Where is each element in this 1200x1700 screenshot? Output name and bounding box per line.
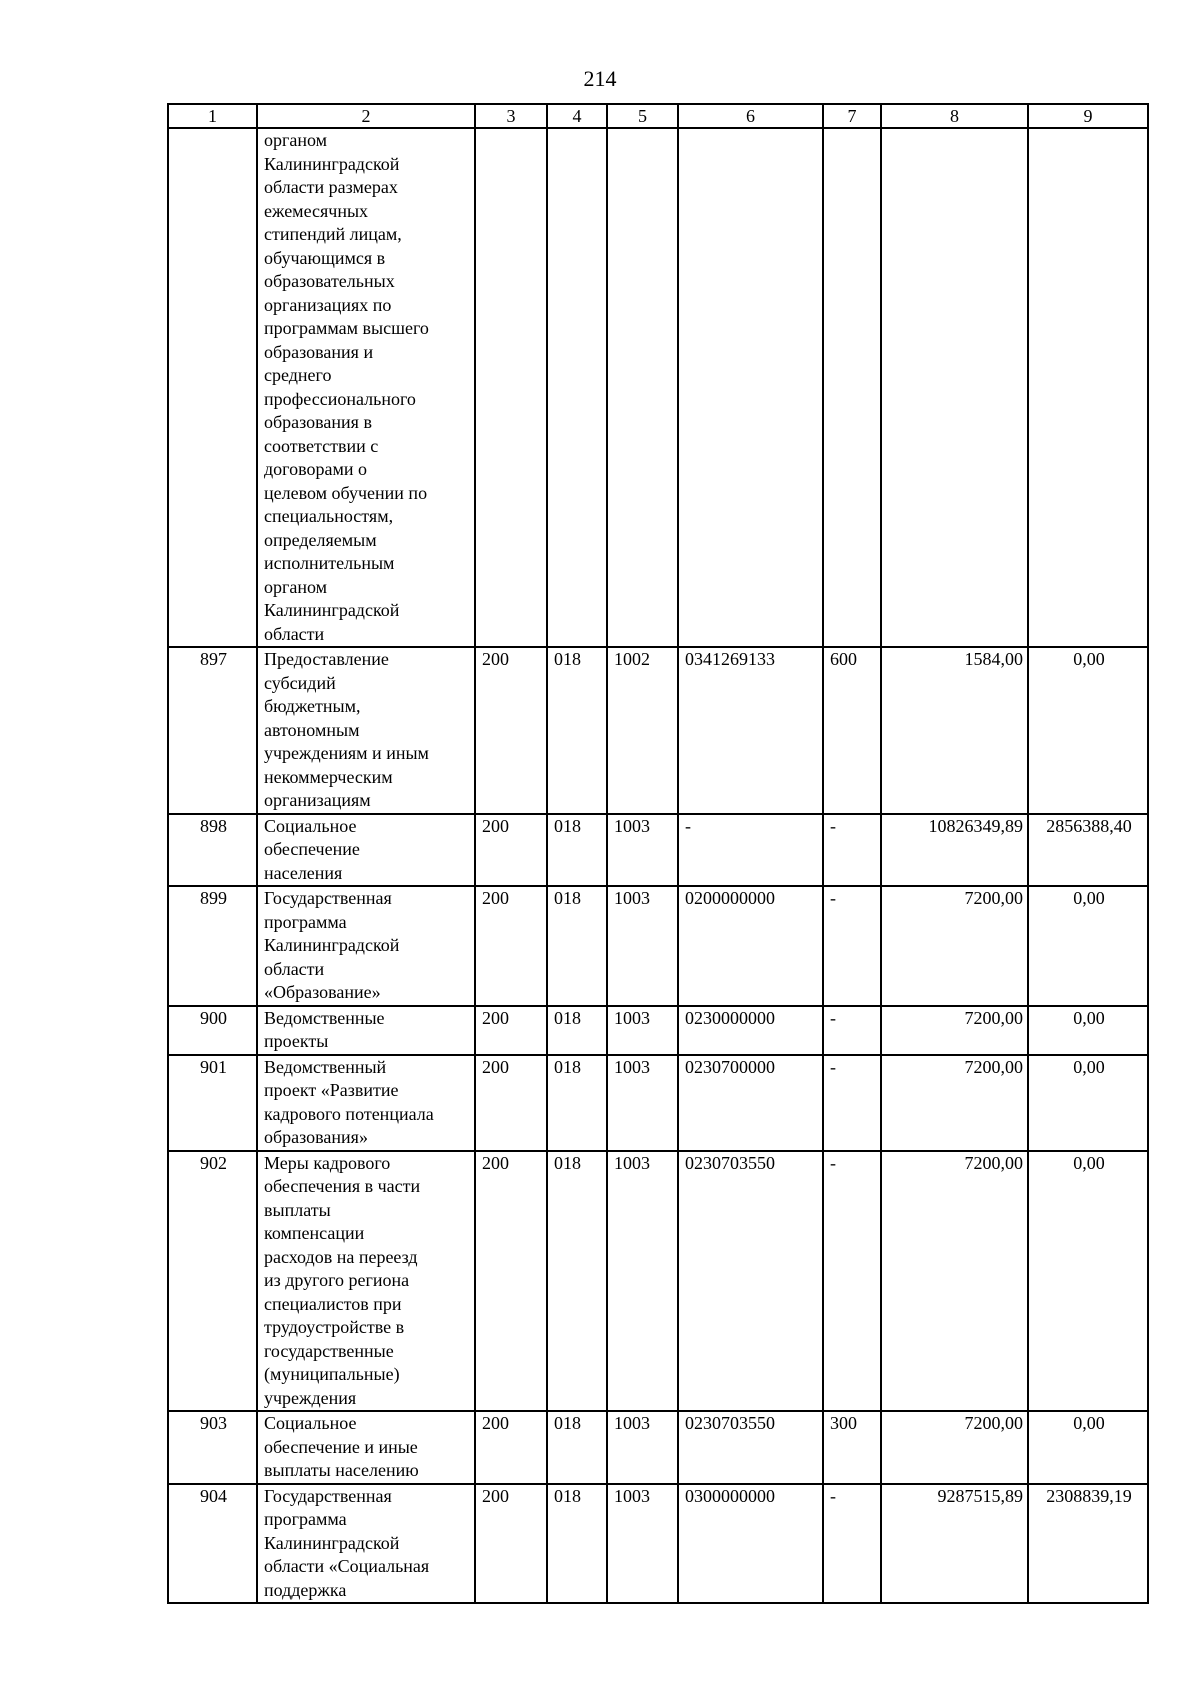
col8-value: 1584,00 <box>881 647 1028 814</box>
col8-value: 9287515,89 <box>881 1484 1028 1604</box>
column-header: 6 <box>678 104 823 128</box>
col4-value: 018 <box>547 886 607 1006</box>
col7-value: - <box>823 886 881 1006</box>
row-number: 903 <box>168 1411 257 1484</box>
col9-value: 2856388,40 <box>1028 814 1148 887</box>
table-row <box>168 1151 1148 1412</box>
col5-value: 1003 <box>607 886 678 1006</box>
col6-value: 0230703550 <box>678 1151 823 1412</box>
column-header: 1 <box>168 104 257 128</box>
row-name: Социальное обеспечение населения <box>257 814 475 887</box>
row-name: Государственная программа Калининградской области «Образование» <box>257 886 475 1006</box>
col9-value: 0,00 <box>1028 1151 1148 1412</box>
row-number: 901 <box>168 1055 257 1151</box>
col4-value: 018 <box>547 647 607 814</box>
header-row <box>168 104 1148 128</box>
row-name: Ведомственный проект «Развитие кадрового потенциала образования» <box>257 1055 475 1151</box>
col8-value: 7200,00 <box>881 1411 1028 1484</box>
col9-value: 0,00 <box>1028 647 1148 814</box>
col6-value <box>678 128 823 647</box>
col4-value <box>547 128 607 647</box>
col7-value: - <box>823 1151 881 1412</box>
row-number: 904 <box>168 1484 257 1604</box>
col3-value: 200 <box>475 886 547 1006</box>
row-number: 899 <box>168 886 257 1006</box>
col6-value: 0300000000 <box>678 1484 823 1604</box>
col5-value: 1003 <box>607 814 678 887</box>
col3-value: 200 <box>475 814 547 887</box>
col5-value: 1003 <box>607 1006 678 1055</box>
column-header: 5 <box>607 104 678 128</box>
row-number: 897 <box>168 647 257 814</box>
table-row <box>168 647 1148 814</box>
row-number: 902 <box>168 1151 257 1412</box>
col3-value: 200 <box>475 1055 547 1151</box>
table-row <box>168 1484 1148 1604</box>
table-row <box>168 1411 1148 1484</box>
row-name: Социальное обеспечение и иные выплаты населению <box>257 1411 475 1484</box>
row-name: Государственная программа Калининградской области «Социальная поддержка <box>257 1484 475 1604</box>
col8-value: 10826349,89 <box>881 814 1028 887</box>
col9-value: 0,00 <box>1028 1411 1148 1484</box>
col9-value: 0,00 <box>1028 1055 1148 1151</box>
col3-value <box>475 128 547 647</box>
column-header: 3 <box>475 104 547 128</box>
col8-value: 7200,00 <box>881 1006 1028 1055</box>
col3-value: 200 <box>475 1411 547 1484</box>
col9-value: 0,00 <box>1028 886 1148 1006</box>
row-name: органом Калининградской области размерах ежемесячных стипендий лицам, обучающимся в образовательных организациях по программам высшего образования и среднего профессионального образования в соответствии с договорами о целевом обучении по специальностям, определяемым исполнительным органом Калининградской области <box>257 128 475 647</box>
col6-value: 0341269133 <box>678 647 823 814</box>
col7-value <box>823 128 881 647</box>
col8-value: 7200,00 <box>881 1151 1028 1412</box>
col3-value: 200 <box>475 1484 547 1604</box>
row-name: Ведомственные проекты <box>257 1006 475 1055</box>
col9-value: 2308839,19 <box>1028 1484 1148 1604</box>
col6-value: - <box>678 814 823 887</box>
col4-value: 018 <box>547 1151 607 1412</box>
col7-value: - <box>823 1055 881 1151</box>
table-row <box>168 1055 1148 1151</box>
col5-value <box>607 128 678 647</box>
col7-value: - <box>823 814 881 887</box>
col4-value: 018 <box>547 1484 607 1604</box>
page-number: 214 <box>583 66 617 91</box>
col7-value: - <box>823 1006 881 1055</box>
row-name: Предоставление субсидий бюджетным, автономным учреждениям и иным некоммерческим организациям <box>257 647 475 814</box>
col9-value: 0,00 <box>1028 1006 1148 1055</box>
column-header: 9 <box>1028 104 1148 128</box>
column-header: 7 <box>823 104 881 128</box>
table-row <box>168 814 1148 887</box>
col4-value: 018 <box>547 1411 607 1484</box>
row-number: 900 <box>168 1006 257 1055</box>
col5-value: 1003 <box>607 1484 678 1604</box>
col3-value: 200 <box>475 1151 547 1412</box>
col7-value: - <box>823 1484 881 1604</box>
table-row <box>168 1006 1148 1055</box>
col6-value: 0230703550 <box>678 1411 823 1484</box>
column-header: 8 <box>881 104 1028 128</box>
col5-value: 1003 <box>607 1411 678 1484</box>
col5-value: 1002 <box>607 647 678 814</box>
row-number <box>168 128 257 647</box>
col3-value: 200 <box>475 1006 547 1055</box>
col8-value: 7200,00 <box>881 886 1028 1006</box>
row-name: Меры кадрового обеспечения в части выплаты компенсации расходов на переезд из другого региона специалистов при трудоустройстве в государственные (муниципальные) учреждения <box>257 1151 475 1412</box>
col4-value: 018 <box>547 1006 607 1055</box>
col5-value: 1003 <box>607 1055 678 1151</box>
col4-value: 018 <box>547 814 607 887</box>
table-row <box>168 886 1148 1006</box>
table-row <box>168 128 1148 647</box>
column-header: 2 <box>257 104 475 128</box>
col5-value: 1003 <box>607 1151 678 1412</box>
budget-table <box>167 103 1149 1604</box>
column-header: 4 <box>547 104 607 128</box>
col7-value: 600 <box>823 647 881 814</box>
col3-value: 200 <box>475 647 547 814</box>
col7-value: 300 <box>823 1411 881 1484</box>
col8-value <box>881 128 1028 647</box>
col6-value: 0230700000 <box>678 1055 823 1151</box>
col6-value: 0230000000 <box>678 1006 823 1055</box>
col4-value: 018 <box>547 1055 607 1151</box>
col9-value <box>1028 128 1148 647</box>
row-number: 898 <box>168 814 257 887</box>
col8-value: 7200,00 <box>881 1055 1028 1151</box>
col6-value: 0200000000 <box>678 886 823 1006</box>
